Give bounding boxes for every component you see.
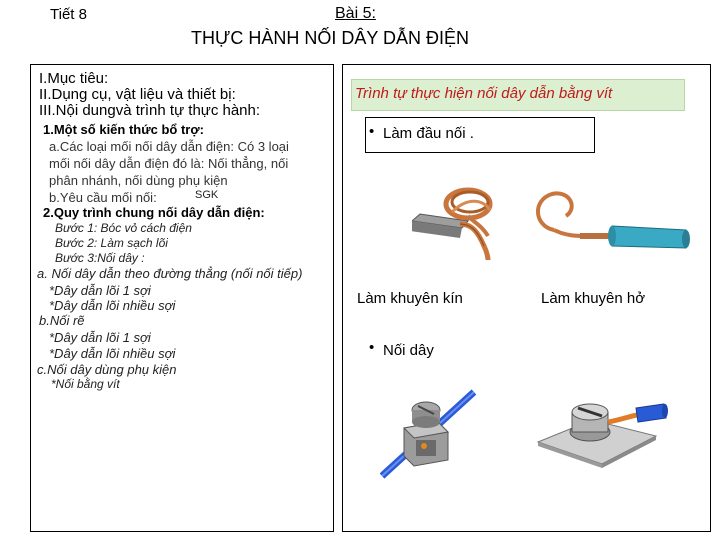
lesson-title-label: Bài 5:	[335, 5, 376, 22]
text-line: mối nối dây dẫn điện đó là: Nối thẳng, nối	[49, 156, 289, 171]
method-line: c.Nối dây dùng phụ kiện	[37, 362, 177, 377]
caption-open-loop: Làm khuyên hở	[541, 290, 646, 307]
open-loop-wire-image	[524, 186, 696, 262]
subsection-procedure: 2.Quy trình chung nối dây dẫn điện:	[43, 205, 265, 220]
text-line: phân nhánh, nối dùng phụ kiện	[49, 173, 228, 188]
method-line: *Nối bằng vít	[51, 377, 120, 391]
text-line: a.Các loại mối nối dây dẫn điện: Có 3 loại	[49, 139, 289, 154]
step-connect-wire: Nối dây	[383, 342, 434, 359]
screw-terminal-image	[380, 388, 476, 480]
caption-closed-loop: Làm khuyên kín	[357, 290, 463, 307]
sgk-reference: SGK	[195, 189, 219, 201]
step-line: Bước 3:Nối dây :	[55, 251, 145, 265]
left-content-panel	[30, 64, 334, 532]
lesson-number: Tiết 8	[50, 6, 87, 23]
method-line: *Dây dẫn lõi nhiều sợi	[49, 298, 176, 313]
section-tools: II.Dụng cụ, vật liệu và thiết bị:	[39, 86, 236, 103]
text-line: b.Yêu cầu mối nối:	[49, 190, 157, 205]
method-line: a. Nối dây dẫn theo đường thẳng (nối nối tiếp)	[37, 266, 303, 281]
method-line: *Dây dẫn lõi nhiều sợi	[49, 346, 176, 361]
method-line: b.Nối rẽ	[39, 313, 85, 328]
closed-loop-wire-image	[412, 176, 532, 260]
step-line: Bước 2: Làm sạch lõi	[55, 236, 168, 250]
method-line: *Dây dẫn lõi 1 sợi	[49, 283, 151, 298]
page-title: THỰC HÀNH NỐI DÂY DẪN ĐIỆN	[190, 28, 470, 48]
bullet-icon: •	[369, 339, 375, 356]
procedure-heading: Trình tự thực hiện nối dây dẫn bằng vít	[355, 85, 613, 102]
screw-plate-image	[532, 390, 670, 468]
step-make-end: Làm đầu nối .	[383, 125, 474, 142]
section-objectives: I.Mục tiêu:	[39, 70, 109, 87]
section-content: III.Nội dungvà trình tự thực hành:	[39, 102, 261, 119]
step-line: Bước 1: Bóc vỏ cách điện	[55, 221, 192, 235]
subsection-knowledge: 1.Một số kiến thức bổ trợ:	[43, 122, 204, 137]
method-line: *Dây dẫn lõi 1 sợi	[49, 330, 151, 345]
bullet-icon: •	[369, 123, 375, 140]
